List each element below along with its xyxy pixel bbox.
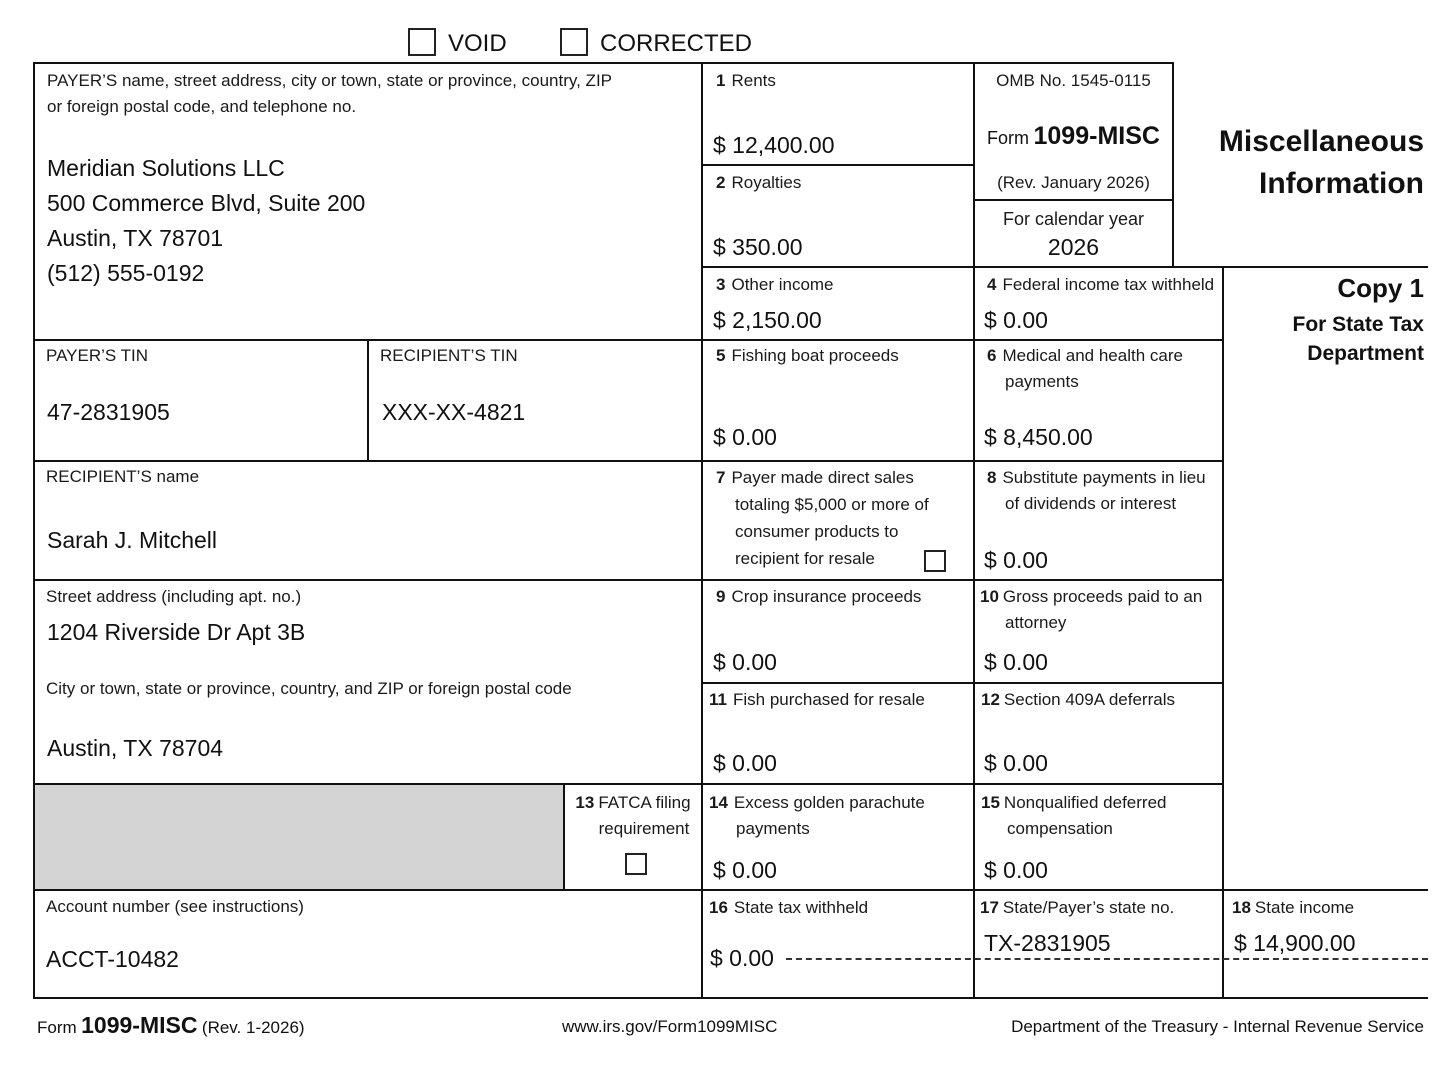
calendar-year: 2026 [1047,234,1100,260]
copy-title: Copy 1 [1337,273,1424,303]
box15-nonqualified-comp: $ 0.00 [984,857,1048,883]
box9-crop-insurance: $ 0.00 [713,649,777,675]
box2-royalties: $ 350.00 [713,234,803,260]
box16-label: 16 State tax withheld [709,898,869,917]
box11-fish-purchased: $ 0.00 [713,750,777,776]
footer-url[interactable]: www.irs.gov/Form1099MISC [562,1017,778,1036]
footer-form-prefix: Form [37,1018,77,1037]
recipient-city: Austin, TX 78704 [47,735,224,761]
box10-label: 10 Gross proceeds paid to an [980,587,1203,606]
form-name: 1099-MISC [1033,122,1160,150]
box16-state-tax: $ 0.00 [710,945,774,971]
recipient-street: 1204 Riverside Dr Apt 3B [47,619,306,645]
box7-label-line3: consumer products to [735,522,899,541]
shaded-area [35,784,564,890]
payer-name: Meridian Solutions LLC [47,155,285,181]
box12-409a-deferrals: $ 0.00 [984,750,1048,776]
box18-state-income: $ 14,900.00 [1234,930,1356,956]
form-title-line2: Information [1259,167,1424,200]
void-checkbox[interactable] [408,28,436,56]
account-number: ACCT-10482 [46,946,179,972]
box8-label: 8 Substitute payments in lieu [987,468,1206,487]
box13-label: 13 FATCA filing [575,793,691,812]
box10-attorney-proceeds: $ 0.00 [984,649,1048,675]
recipient-street-label: Street address (including apt. no.) [46,587,302,606]
copy-dest-line2: Department [1307,342,1424,365]
omb-number: OMB No. 1545-0115 [996,71,1151,90]
footer-department: Department of the Treasury - Internal Revenue Service [1011,1017,1424,1036]
footer-form-name: 1099-MISC [81,1012,198,1038]
box2-label: 2 Royalties [716,173,802,192]
box14-golden-parachute: $ 0.00 [713,857,777,883]
box6-medical: $ 8,450.00 [984,424,1093,450]
box11-label: 11 Fish purchased for resale [709,690,925,709]
payer-phone: (512) 555-0192 [47,260,205,286]
payer-label-line2: or foreign postal code, and telephone no. [47,97,357,116]
box3-label: 3 Other income [716,275,834,294]
payer-city: Austin, TX 78701 [47,225,224,251]
box6-label-line2: payments [1005,372,1079,391]
recipient-name: Sarah J. Mitchell [47,527,218,553]
box4-federal-tax: $ 0.00 [984,307,1048,333]
box15-label-line2: compensation [1007,819,1113,838]
box18-label: 18 State income [1232,898,1355,917]
box7-label: 7 Payer made direct sales [716,468,914,487]
form-revision: (Rev. January 2026) [997,173,1150,192]
state-dashed-separator [786,958,1428,960]
form-prefix: Form [987,128,1030,148]
payer-tin-label: PAYER’S TIN [46,346,149,365]
box17-state-id: TX-2831905 [984,930,1111,956]
recipient-name-label: RECIPIENT’S name [46,467,200,486]
box9-label: 9 Crop insurance proceeds [716,587,922,606]
payer-label-line1: PAYER’S name, street address, city or town, state or province, country, ZIP [47,71,613,90]
calendar-year-label: For calendar year [1002,209,1145,229]
box14-label-line2: payments [736,819,810,838]
box7-label-line2: totaling $5,000 or more of [735,495,929,514]
box5-label: 5 Fishing boat proceeds [716,346,899,365]
box4-label: 4 Federal income tax withheld [987,275,1215,294]
payer-tin: 47-2831905 [47,399,170,425]
copy-dest-line1: For State Tax [1292,313,1424,336]
box8-label-line2: of dividends or interest [1005,494,1177,513]
recipient-tin: XXX-XX-4821 [382,399,526,425]
account-number-label: Account number (see instructions) [46,897,304,916]
box14-label: 14 Excess golden parachute [709,793,925,812]
box1-label: 1 Rents [716,71,776,90]
recipient-tin-label: RECIPIENT’S TIN [380,346,518,365]
box10-label-line2: attorney [1005,613,1067,632]
void-label: VOID [448,30,507,57]
recipient-city-label: City or town, state or province, country, and ZIP or foreign postal code [46,679,572,698]
box12-label: 12 Section 409A deferrals [981,690,1175,709]
corrected-label: CORRECTED [600,30,753,57]
box15-label: 15 Nonqualified deferred [981,793,1167,812]
box7-checkbox[interactable] [924,550,946,572]
box3-other-income: $ 2,150.00 [713,307,822,333]
form-title-line1: Miscellaneous [1218,125,1424,158]
box17-label: 17 State/Payer’s state no. [980,898,1175,917]
box6-label: 6 Medical and health care [987,346,1183,365]
box13-fatca-checkbox[interactable] [625,853,647,875]
footer-form-id [37,1012,305,1039]
box5-fishing-boat: $ 0.00 [713,424,777,450]
corrected-checkbox[interactable] [560,28,588,56]
form-id [975,122,1172,151]
box13-label-line2: requirement [598,819,690,838]
payer-street: 500 Commerce Blvd, Suite 200 [47,190,366,216]
footer-form-rev: (Rev. 1-2026) [201,1018,305,1037]
box8-substitute-payments: $ 0.00 [984,547,1048,573]
box1-rents: $ 12,400.00 [713,132,835,158]
box7-label-line4: recipient for resale [735,549,875,568]
